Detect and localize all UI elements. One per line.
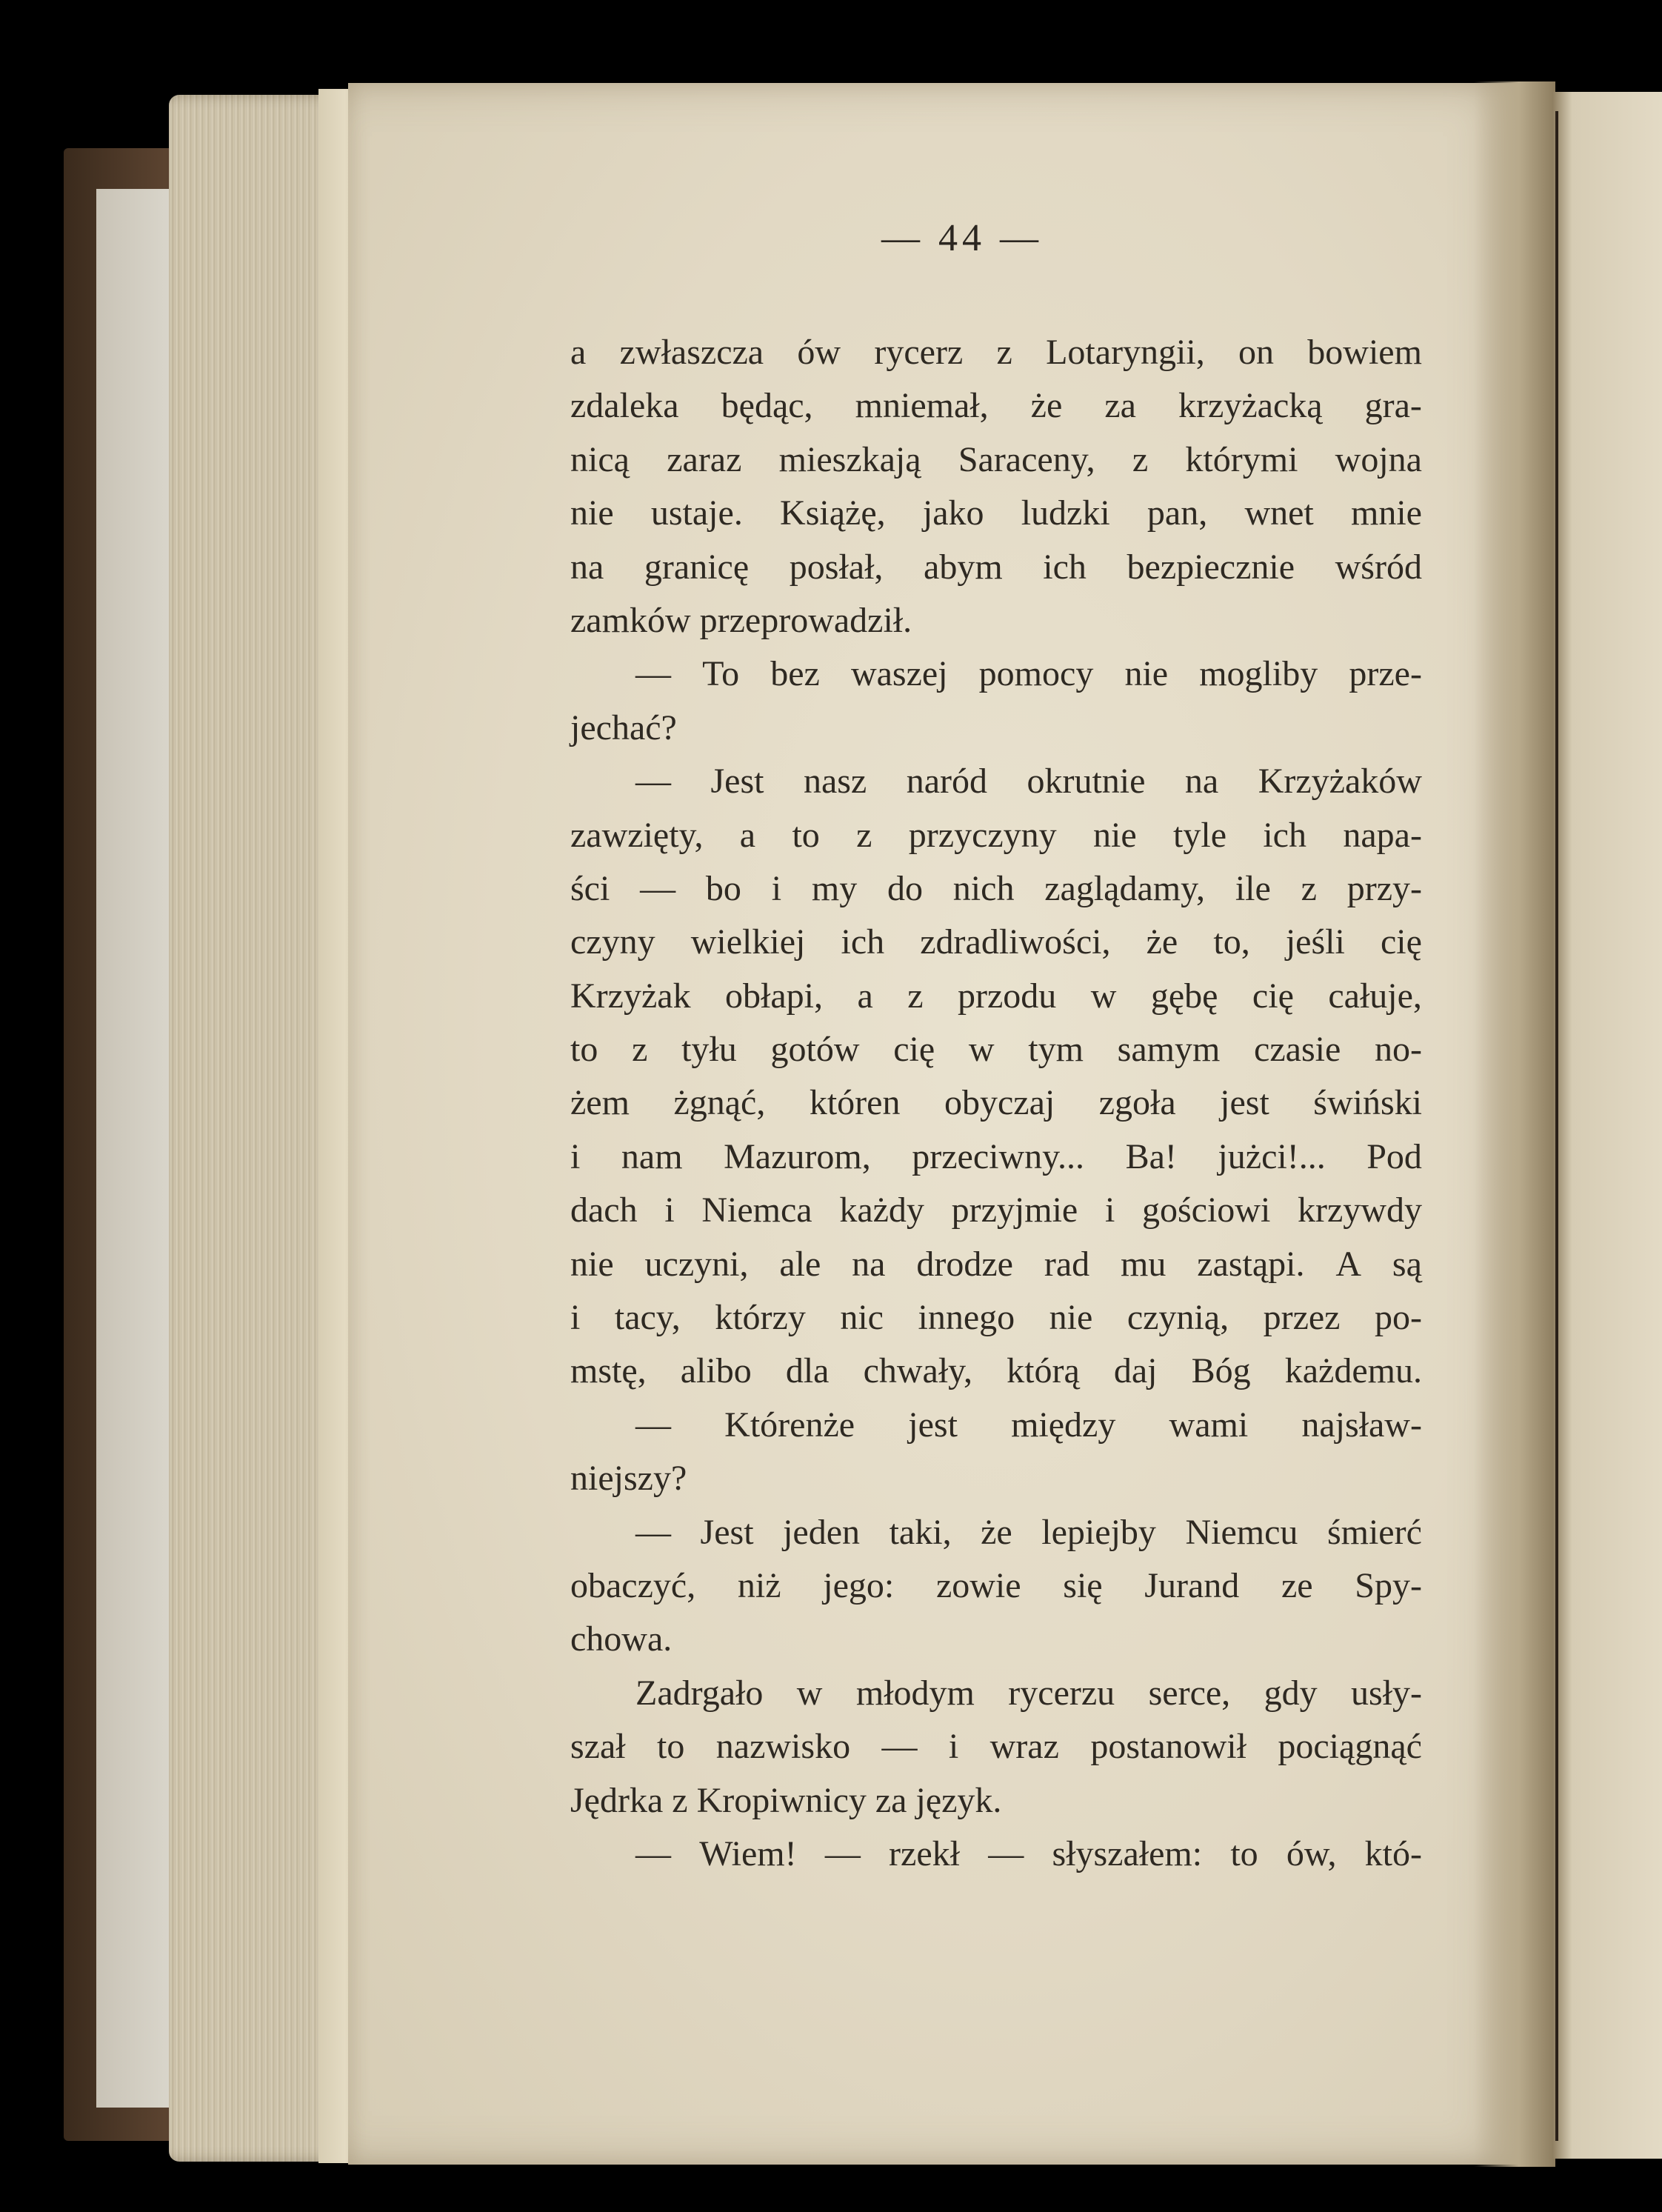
- text-line: nie ustaje. Książę, jako ludzki pan, wnet mnie: [570, 493, 1422, 533]
- text-line: chowa.: [570, 1619, 673, 1659]
- right-page-edge: [1552, 92, 1662, 2159]
- text-line: a zwłaszcza ów rycerz z Lotaryngii, on bowiem: [570, 333, 1422, 372]
- spine-shadow-line: [1555, 111, 1558, 2141]
- text-line: obaczyć, niż jego: zowie się Jurand ze Spy-: [570, 1565, 1422, 1605]
- text-line: Krzyżak obłapi, a z przodu w gębę cię całuje,: [570, 976, 1422, 1016]
- text-line: zamków przeprowadził.: [570, 600, 912, 640]
- text-line: i nam Mazurom, przeciwny... Ba! jużci!... Pod: [570, 1136, 1422, 1176]
- text-line: — Jest nasz naród okrutnie na Krzyżaków: [635, 762, 1422, 802]
- text-line: szał to nazwisko — i wraz postanowił pociągnąć: [570, 1727, 1422, 1767]
- text-line: czyny wielkiej ich zdradliwości, że to, jeśli cię: [570, 922, 1422, 962]
- text-line: nicą zaraz mieszkają Saraceny, z którymi wojna: [570, 439, 1422, 479]
- text-line: mstę, alibo dla chwały, którą daj Bóg każdemu.: [570, 1351, 1422, 1391]
- book-gutter: [1474, 81, 1555, 2167]
- text-line: żem żgnąć, któren obyczaj zgoła jest świński: [570, 1083, 1422, 1123]
- text-line: — Jest jeden taki, że lepiejby Niemcu śmierć: [635, 1512, 1422, 1552]
- text-line: — Którenże jest między wami najsław-: [635, 1405, 1422, 1445]
- text-line: — To bez waszej pomocy nie mogliby prze-: [635, 654, 1422, 694]
- text-line: Jędrka z Kropiwnicy za język.: [570, 1780, 1002, 1820]
- text-line: to z tyłu gotów cię w tym samym czasie no-: [570, 1030, 1422, 1070]
- text-line: nie uczyni, ale na drodze rad mu zastąpi. A są: [570, 1244, 1422, 1284]
- text-line: dach i Niemca każdy przyjmie i gościowi krzywdy: [570, 1190, 1422, 1230]
- text-line: na granicę posłał, abym ich bezpiecznie wśród: [570, 547, 1422, 587]
- text-line: Zadrgało w młodym rycerzu serce, gdy usły-: [635, 1673, 1422, 1713]
- text-line: jechać?: [570, 707, 677, 747]
- text-line: i tacy, którzy nic innego nie czynią, przez po-: [570, 1298, 1422, 1338]
- text-line: — Wiem! — rzekł — słyszałem: to ów, któ-: [635, 1833, 1422, 1873]
- page-number: — 44 —: [881, 217, 1043, 259]
- text-line: ści — bo i my do nich zaglądamy, ile z przy-: [570, 868, 1422, 908]
- text-line: zdaleka będąc, mniemał, że za krzyżacką gra-: [570, 386, 1422, 426]
- text-line: niejszy?: [570, 1459, 687, 1499]
- text-line: zawzięty, a to z przyczyny nie tyle ich napa-: [570, 815, 1422, 855]
- page-text: [570, 326, 1422, 1881]
